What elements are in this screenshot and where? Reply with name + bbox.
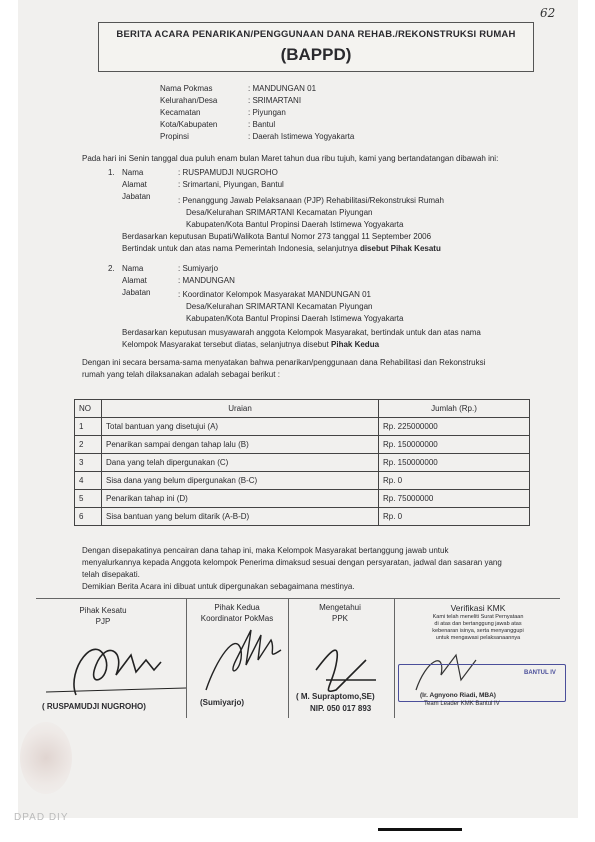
closing-line1: Dengan disepakatinya pencairan dana tahap ini, maka Kelompok Masyarakat bertanggung jawab untuk xyxy=(82,546,449,555)
party1-jabatan: : Penanggung Jawab Pelaksanaan (PJP) Rehabilitasi/Rekonstruksi Rumah xyxy=(178,196,444,205)
party1-nama: : RUSPAMUDJI NUGROHO xyxy=(178,168,278,177)
closing-line3: telah disepakati. xyxy=(82,570,140,579)
party1-nama-label: Nama xyxy=(122,168,144,177)
party2-bertindak: Kelompok Masyarakat tersebut diatas, selanjutnya disebut Pihak Kedua xyxy=(122,340,380,349)
table-header-no: NO xyxy=(75,400,102,418)
ppk-signature-icon xyxy=(316,650,376,691)
info-row: Propinsi : Daerah Istimewa Yogyakarta xyxy=(160,132,355,141)
closing-line2: menyalurkannya kepada Anggota kelompok Penerima dimaksud sesuai dengan persyaratan, jadwal dan sasaran yang xyxy=(82,558,502,567)
pjp-signature-stroke-icon xyxy=(46,688,186,692)
info-row: Kota/Kabupaten : Bantul xyxy=(160,120,276,129)
table-header-jumlah: Jumlah (Rp.) xyxy=(379,400,530,418)
statement-line2: rumah yang telah dilaksanakan adalah sebagai berikut : xyxy=(82,370,280,379)
kedua-name: (Sumiyarjo) xyxy=(200,698,245,707)
party2-nama: : Sumiyarjo xyxy=(178,264,219,273)
verifikasi-body3: kebenaran isinya, serta menyanggupi xyxy=(432,628,524,634)
title-box xyxy=(98,22,534,72)
table-header-uraian: Uraian xyxy=(102,400,379,418)
ppk-nip: NIP. 050 017 893 xyxy=(310,704,372,713)
pjp-name: ( RUSPAMUDJI NUGROHO) xyxy=(42,702,146,711)
party1-num: 1. xyxy=(108,168,115,177)
stamp-label: BANTUL IV xyxy=(524,670,556,676)
party1-alamat-label: Alamat xyxy=(122,180,147,189)
kmk-name: (Ir. Agnyono Riadi, MBA) xyxy=(420,692,496,699)
party2-nama-label: Nama xyxy=(122,264,144,273)
document-acronym: (BAPPD) xyxy=(280,45,352,64)
table-header-row xyxy=(75,400,530,418)
party2-alamat-label: Alamat xyxy=(122,276,147,285)
party1-jabatan-desa: Desa/Kelurahan SRIMARTANI Kecamatan Piyungan xyxy=(186,208,373,217)
ppk-name: ( M. Supraptomo,SE) xyxy=(296,692,375,701)
pihak-kedua-title: Pihak Kedua xyxy=(214,603,260,612)
table-row: 3 Dana yang telah dipergunakan (C) Rp. 150000000 xyxy=(75,454,530,472)
info-row: Kelurahan/Desa : SRIMARTANI xyxy=(160,96,302,105)
dpad-logo-watermark-icon xyxy=(20,722,72,794)
statement-line1: Dengan ini secara bersama-sama menyatakan bahwa penarikan/penggunaan dana Rehabilitasi dan Rekonstruksi xyxy=(82,358,486,367)
party1-jabatan-label: Jabatan xyxy=(122,192,151,201)
document-title: BERITA ACARA PENARIKAN/PENGGUNAAN DANA REHAB./REKONSTRUKSI RUMAH xyxy=(116,29,516,40)
party2-jabatan-kab: Kabupaten/Kota Bantul Propinsi Daerah Istimewa Yogyakarta xyxy=(186,314,404,323)
pihak-kesatu-title: Pihak Kesatu xyxy=(79,606,127,615)
kedua-signature-icon xyxy=(206,630,281,690)
party2-jabatan-label: Jabatan xyxy=(122,288,151,297)
ppk-role: PPK xyxy=(331,614,348,623)
party2-dasar: Berdasarkan keputusan musyawarah anggota Kelompok Masyarakat, bertindak untuk dan atas nama xyxy=(122,328,481,337)
info-row: Nama Pokmas : MANDUNGAN 01 xyxy=(160,84,317,93)
table-row: 1 Total bantuan yang disetujui (A) Rp. 225000000 xyxy=(75,418,530,436)
page-number: 62 xyxy=(540,6,556,20)
kmk-role: Team Leader KMK Bantul IV xyxy=(424,701,500,707)
party2-num: 2. xyxy=(108,264,115,273)
party1-jabatan-kab: Kabupaten/Kota Bantul Propinsi Daerah Istimewa Yogyakarta xyxy=(186,220,404,229)
table-row: 6 Sisa bantuan yang belum ditarik (A-B-D) Rp. 0 xyxy=(75,508,530,526)
funds-table xyxy=(74,399,530,526)
verifikasi-title: Verifikasi KMK xyxy=(450,603,506,613)
table-row: 2 Penarikan sampai dengan tahap lalu (B) Rp. 150000000 xyxy=(75,436,530,454)
pihak-kedua-role: Koordinator PokMas xyxy=(200,614,274,623)
pihak-kesatu-role: PJP xyxy=(95,617,111,626)
footer-bar xyxy=(378,828,462,831)
verifikasi-body1: Kami telah meneliti Surat Pernyataan xyxy=(432,614,524,620)
footer-watermark: DPAD DIY xyxy=(14,812,69,823)
intro-text: Pada hari ini Senin tanggal dua puluh enam bulan Maret tahun dua ribu tujuh, kami yang bertandatangan dibawah ini: xyxy=(82,154,499,163)
party1-bertindak: Bertindak untuk dan atas nama Pemerintah Indonesia, selanjutnya disebut Pihak Kesatu xyxy=(122,244,441,253)
party2-jabatan: : Koordinator Kelompok Masyarakat MANDUNGAN 01 xyxy=(178,290,371,299)
table-row: 5 Penarikan tahap ini (D) Rp. 75000000 xyxy=(75,490,530,508)
table-row: 4 Sisa dana yang belum dipergunakan (B-C) Rp. 0 xyxy=(75,472,530,490)
mengetahui-title: Mengetahui xyxy=(319,603,361,612)
pjp-signature-icon xyxy=(74,649,161,695)
party2-jabatan-desa: Desa/Kelurahan SRIMARTANI Kecamatan Piyungan xyxy=(186,302,373,311)
info-row: Kecamatan : Piyungan xyxy=(160,108,286,117)
verifikasi-body4: untuk mengawasi pelaksanaannya xyxy=(435,635,521,641)
party1-dasar: Berdasarkan keputusan Bupati/Walikota Bantul Nomor 273 tanggal 11 September 2006 xyxy=(122,232,432,241)
verifikasi-body2: di atas dan bertanggung jawab atas xyxy=(434,621,522,627)
party2-alamat: : MANDUNGAN xyxy=(178,276,235,285)
closing-line4: Demikian Berita Acara ini dibuat untuk dipergunakan sebagaimana mestinya. xyxy=(82,582,355,591)
party1-alamat: : Srimartani, Piyungan, Bantul xyxy=(178,180,284,189)
